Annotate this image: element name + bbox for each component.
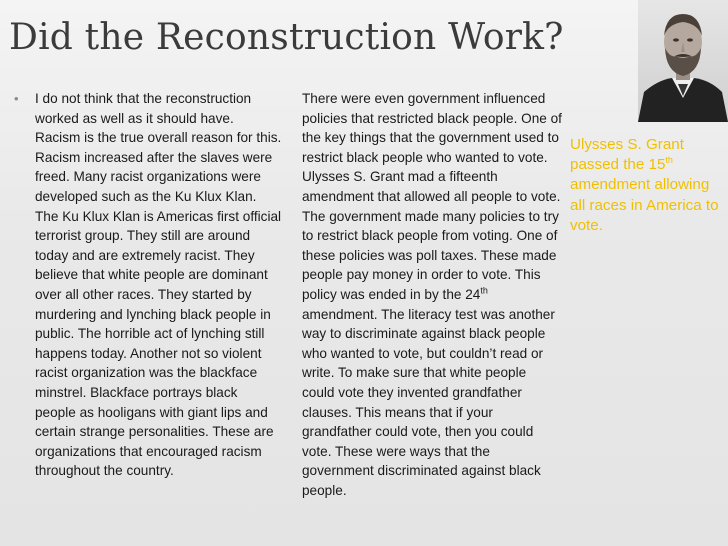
slide-title: Did the Reconstruction Work? bbox=[9, 17, 564, 58]
portrait-illustration bbox=[638, 0, 728, 122]
middle-text-sup: th bbox=[480, 285, 488, 296]
middle-text-part2: amendment. The literacy test was another way to discriminate against black people who wanted to vote, but couldn’t read or write. To make sure that white people could vote they invented grandfather clauses. This means that if your grandfather could vote, then you could vote. These were ways that the government discriminated against black people. bbox=[302, 306, 555, 498]
left-column bbox=[14, 89, 282, 481]
side-note-part1: Ulysses S. Grant passed the 15 bbox=[570, 136, 684, 174]
bullet-marker: • bbox=[14, 91, 19, 106]
side-note bbox=[570, 135, 728, 236]
portrait-photo bbox=[638, 0, 728, 122]
middle-text-part1: There were even government influenced policies that restricted black people. One of the key things that the government used to restrict black people who wanted to vote. Ulysses S. Grant mad a fifteenth amendment that allowed all people to vote. The government made many policies to try to restrict black people from voting. One of these policies was poll taxes. These made people pay money in order to vote. This policy was ended in by the 24 bbox=[302, 91, 562, 302]
left-column-text: I do not think that the reconstruction worked as well as it should have. Racism is the true overall reason for this. Racism increased after the slaves were freed. Many racist organizations were developed such as the Ku Klux Klan. The Ku Klux Klan is Americas first official terrorist group. They still are around today and are extremely racist. They believe that white people are dominant over all other races. They started by murdering and lynching black people in public. The horrible act of lynching still happens today. Another not so violent racist organization was the blackface minstrel. Blackface portrays black people as hooligans with giant lips and certain strange personalities. These are organizations that encouraged racism throughout the country. bbox=[35, 91, 282, 479]
middle-column bbox=[302, 89, 562, 500]
side-note-sup: th bbox=[665, 155, 673, 166]
side-note-part2: amendment allowing all races in America to vote. bbox=[570, 176, 719, 234]
